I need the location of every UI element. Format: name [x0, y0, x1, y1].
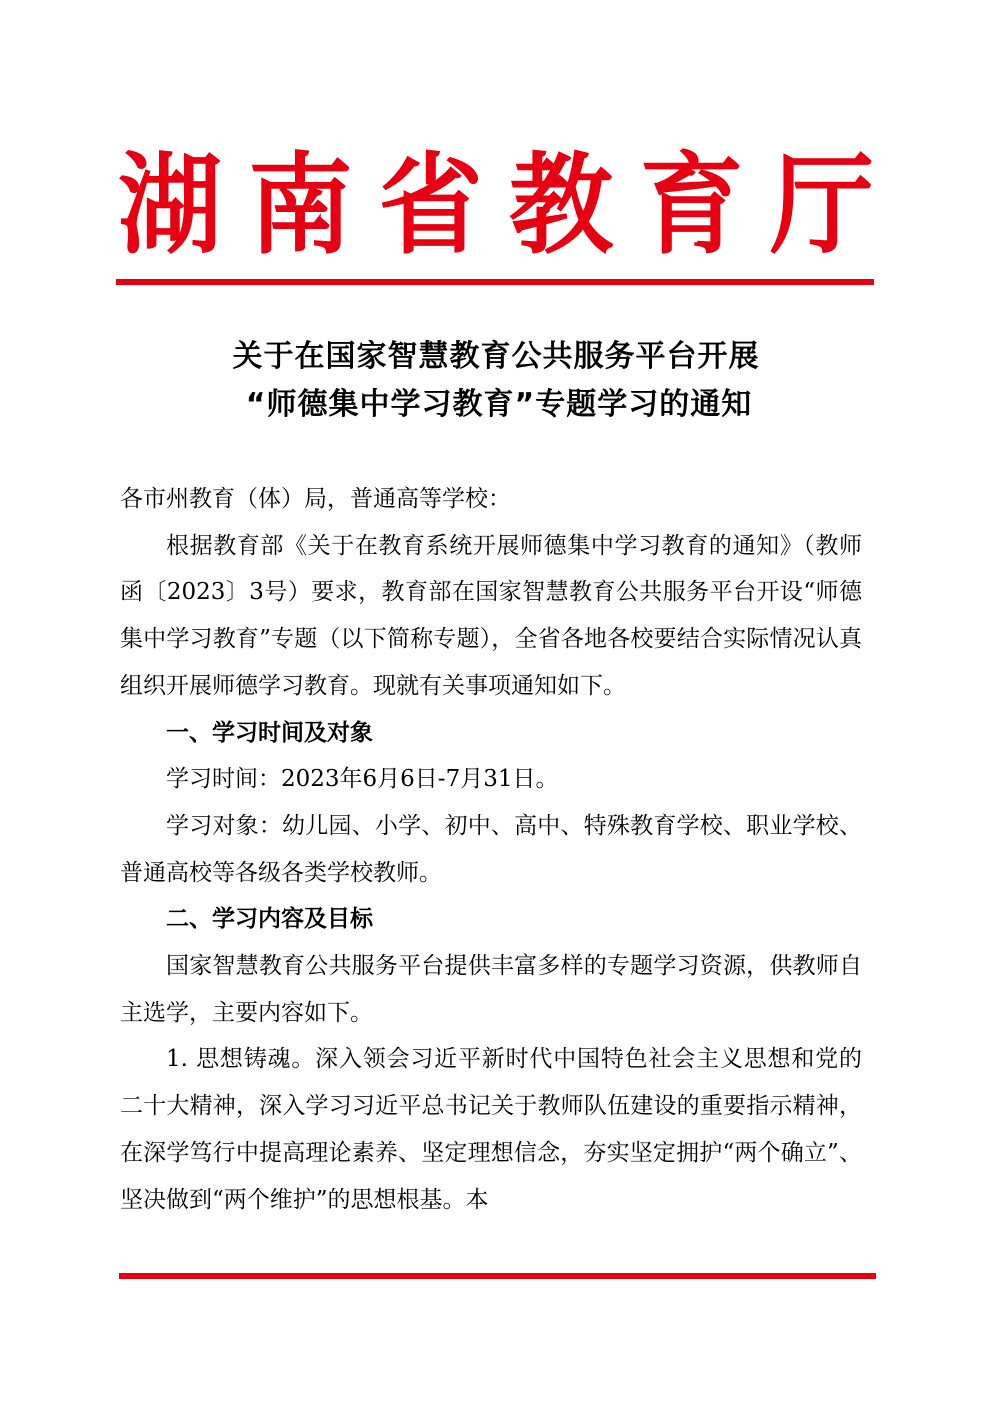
document-title [100, 333, 892, 429]
study-target-paragraph: 学习对象：幼儿园、小学、初中、高中、特殊教育学校、职业学校、普通高校等各级各类学校教师。 [120, 812, 862, 886]
salutation: 各市州教育（体）局，普通高等学校： [120, 486, 511, 512]
masthead-red-rule [116, 279, 874, 285]
masthead-char: 厅 [769, 139, 874, 270]
study-time-paragraph: 学习时间：2023年6月6日-7月31日。 [166, 766, 559, 793]
masthead-char: 教 [509, 139, 614, 270]
title-line-2: “师德集中学习教育”专题学习的通知 [245, 387, 753, 422]
masthead-char: 湖 [118, 139, 223, 270]
title-line-1: 关于在国家智慧教育公共服务平台开展 [232, 339, 760, 374]
masthead-department-name [118, 140, 874, 270]
masthead-char: 省 [378, 139, 483, 270]
masthead-char: 育 [639, 139, 744, 270]
content-intro-paragraph: 国家智慧教育公共服务平台提供丰富多样的专题学习资源，供教师自主选学，主要内容如下。 [120, 953, 862, 1026]
section-heading-2: 二、学习内容及目标 [166, 906, 373, 933]
content-item-1-paragraph: 1. 思想铸魂。深入领会习近平新时代中国特色社会主义思想和党的二十大精神，深入学习习近平总书记关于教师队伍建设的重要指示精神，在深学笃行中提高理论素养、坚定理想信念，夯实坚定拥护“两个确立”、坚决做到“两个维护”的思想根基。本 [120, 1046, 862, 1213]
intro-paragraph: 根据教育部《关于在教育系统开展师德集中学习教育的通知》（教师函〔2023〕3号）要求，教育部在国家智慧教育公共服务平台开设“师德集中学习教育”专题（以下简称专题），全省各地各校要结合实际情况认真组织开展师德学习教育。现就有关事项通知如下。 [120, 532, 862, 699]
document-body [120, 476, 862, 1223]
masthead-char: 南 [248, 139, 353, 270]
footer-red-rule [119, 1273, 876, 1279]
section-heading-1: 一、学习时间及对象 [166, 719, 373, 746]
